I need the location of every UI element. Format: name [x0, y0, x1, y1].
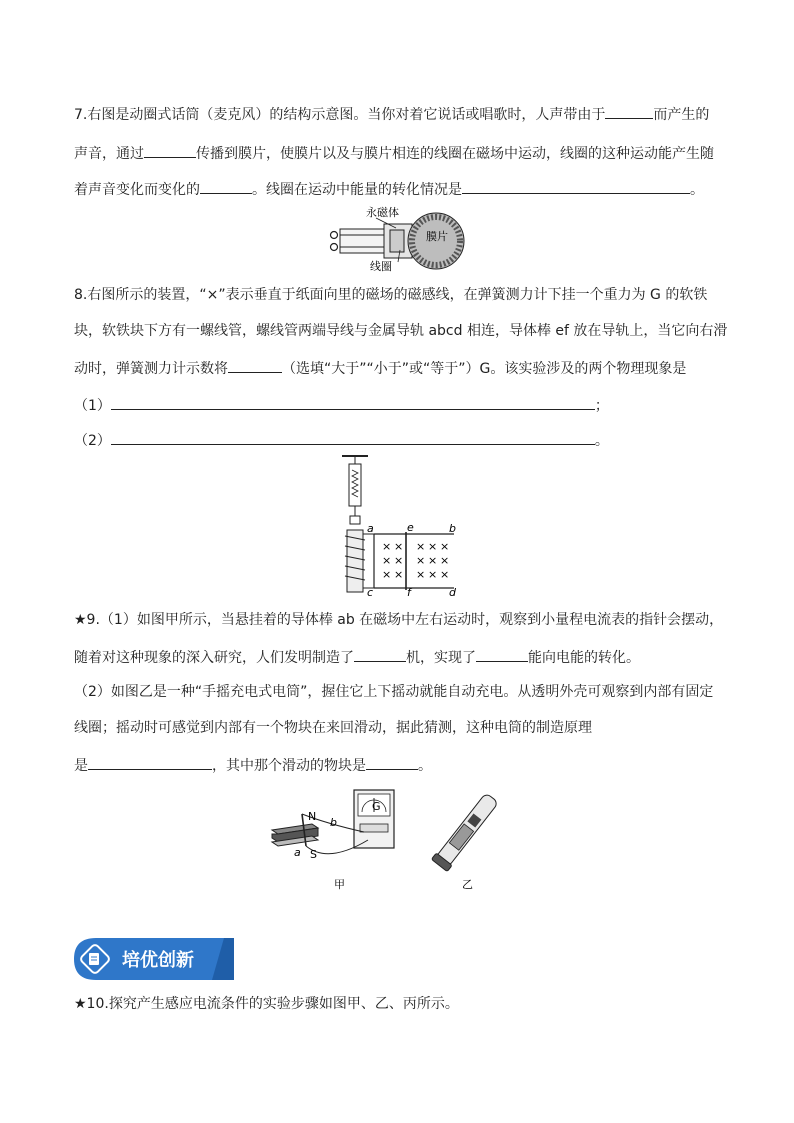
field-cross: × — [382, 554, 392, 567]
q7-text-3b: 。线圈在运动中能量的转化情况是 — [252, 182, 462, 198]
field-cross: × — [382, 540, 392, 553]
q9-blank-4[interactable] — [366, 755, 418, 770]
q7-blank-4[interactable] — [462, 179, 690, 194]
field-cross: × — [440, 554, 450, 567]
q8-line-3 — [74, 358, 686, 378]
label-magnet: 永磁体 — [366, 206, 399, 219]
figure-jia — [268, 784, 398, 894]
field-cross: × — [394, 568, 404, 581]
q9-blank-1[interactable] — [354, 647, 406, 662]
q7-text-2a: 声音，通过 — [74, 146, 144, 162]
spring-scale-figure — [334, 454, 460, 596]
field-cross: × — [428, 540, 438, 553]
q8-item2-end: 。 — [594, 433, 609, 449]
section-banner — [74, 938, 234, 980]
label-coil: 线圈 — [370, 260, 392, 272]
field-cross: × — [394, 554, 404, 567]
label-a: a — [367, 522, 374, 535]
q8-blank-1[interactable] — [228, 358, 282, 373]
q9-line-5 — [74, 755, 432, 775]
q8-item1-end: ； — [594, 398, 609, 414]
q7-line-3 — [74, 179, 704, 199]
field-cross: × — [394, 540, 404, 553]
q7-blank-1[interactable] — [605, 104, 653, 119]
field-cross: × — [440, 540, 450, 553]
label-d: d — [449, 586, 456, 596]
q8-text-3b: （选填“大于”“小于”或“等于”）G。该实验涉及的两个物理现象是 — [282, 361, 687, 377]
q9-text-3: （2）如图乙是一种“手摇充电式电筒”，握住它上下摇动就能自动充电。从透明外壳可观察到内部有固定 — [74, 684, 714, 700]
q9-line-2 — [74, 647, 640, 667]
q8-line-2 — [74, 322, 727, 340]
q10-line-1 — [74, 995, 459, 1013]
field-cross: × — [416, 540, 426, 553]
q7-text-3c: 。 — [690, 182, 704, 198]
caption-yi: 乙 — [462, 878, 473, 891]
q9-blank-3[interactable] — [88, 755, 212, 770]
label-a: a — [294, 846, 301, 859]
q8-line-1 — [74, 286, 707, 304]
q7-text-1b: 而产生的 — [653, 107, 710, 123]
terminal-bottom — [331, 244, 338, 251]
q7-text-1a: 7.右图是动圈式话筒（麦克风）的结构示意图。当你对着它说话或唱歌时，人声带由于 — [74, 107, 606, 123]
q9-text-2a: 随着对这种现象的深入研究，人们发明制造了 — [74, 650, 354, 666]
field-cross: × — [382, 568, 392, 581]
q7-line-2 — [74, 143, 714, 163]
label-b: b — [330, 816, 337, 829]
q8-item2-label: （2） — [74, 433, 111, 449]
q8-item-2 — [74, 430, 609, 450]
q8-text-2: 块，软铁块下方有一螺线管，螺线管两端导线与金属导轨 abcd 相连，导体棒 ef 放在导轨上，当它向右滑 — [74, 323, 728, 339]
field-cross: × — [416, 554, 426, 567]
q8-text-1: 8.右图所示的装置，“×”表示垂直于纸面向里的磁场的磁感线，在弹簧测力计下挂一个重力为 G 的软铁 — [74, 287, 708, 303]
magnetic-field-crosses — [382, 540, 449, 581]
label-film: 膜片 — [426, 230, 448, 243]
q7-text-2b: 传播到膜片，使膜片以及与膜片相连的线圈在磁场中运动，线圈的这种运动能产生随 — [196, 146, 714, 162]
q9-line-4 — [74, 719, 592, 737]
label-b: b — [449, 522, 456, 535]
handle — [340, 229, 384, 253]
q8-item-1 — [74, 395, 609, 415]
field-cross: × — [416, 568, 426, 581]
q9-line-1 — [74, 611, 723, 629]
label-S: S — [310, 848, 317, 861]
label-G: G — [372, 800, 381, 813]
q8-blank-3[interactable] — [111, 430, 595, 445]
q9-blank-2[interactable] — [476, 647, 528, 662]
microphone-figure — [326, 204, 466, 272]
q7-blank-2[interactable] — [144, 143, 196, 158]
q7-text-3a: 着声音变化而变化的 — [74, 182, 200, 198]
terminal-top — [331, 232, 338, 239]
q9-line-3 — [74, 683, 713, 701]
q9-text-5a: 是 — [74, 758, 88, 774]
field-cross: × — [440, 568, 450, 581]
q10-text-1: ★10.探究产生感应电流条件的实验步骤如图甲、乙、丙所示。 — [74, 996, 459, 1012]
q7-blank-3[interactable] — [200, 179, 252, 194]
caption-jia: 甲 — [334, 878, 345, 891]
label-c: c — [367, 586, 374, 596]
figure-yi — [422, 790, 512, 894]
q9-text-2b: 机，实现了 — [406, 650, 476, 666]
field-cross: × — [428, 554, 438, 567]
field-cross: × — [428, 568, 438, 581]
spring-scale — [349, 464, 361, 506]
q9-text-5c: 。 — [418, 758, 432, 774]
q9-text-4: 线圈；摇动时可感觉到内部有一个物块在来回滑动，据此猜测，这种电筒的制造原理 — [74, 720, 592, 736]
q8-text-3a: 动时，弹簧测力计示数将 — [74, 361, 228, 377]
q8-item1-label: （1） — [74, 398, 111, 414]
iron-block — [350, 516, 360, 524]
q7-line-1 — [74, 104, 709, 124]
label-f: f — [407, 586, 411, 596]
q8-blank-2[interactable] — [111, 395, 595, 410]
section-title: 培优创新 — [122, 950, 194, 971]
q9-text-5b: ，其中那个滑动的物块是 — [212, 758, 366, 774]
q9-text-2c: 能向电能的转化。 — [528, 650, 640, 666]
q9-text-1: ★9.（1）如图甲所示，当悬挂着的导体棒 ab 在磁场中左右运动时，观察到小量程电流表的指针会摆动， — [74, 612, 724, 628]
label-N: N — [308, 810, 317, 823]
label-e: e — [407, 521, 414, 534]
